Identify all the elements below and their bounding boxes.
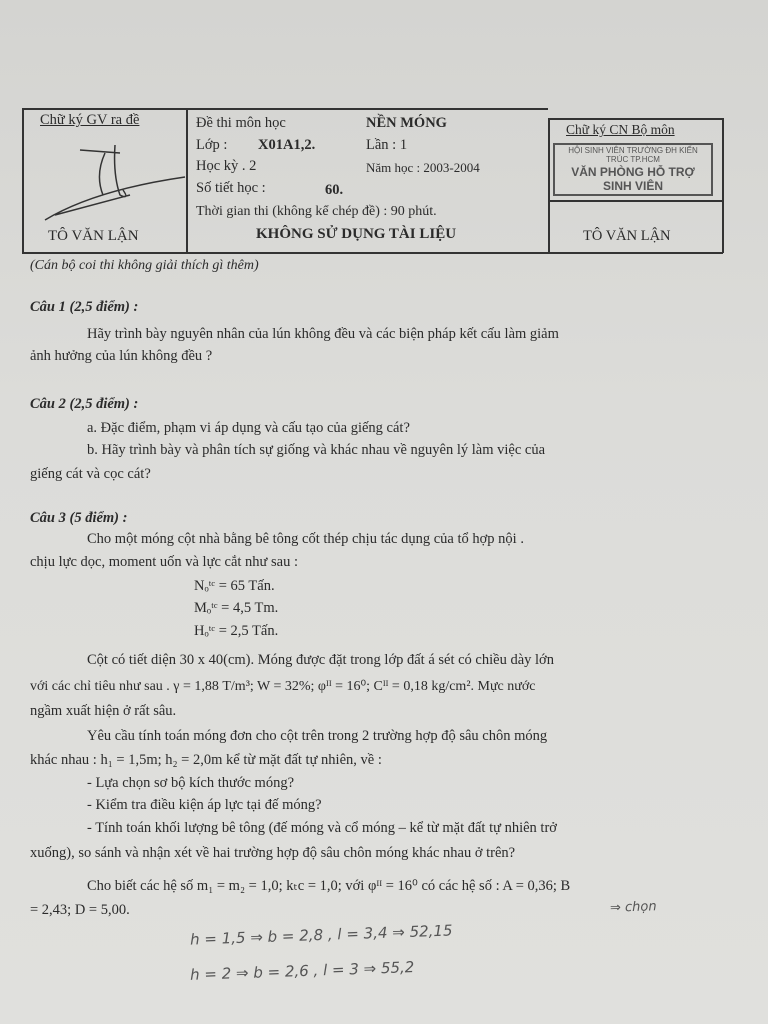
task-item: - Tính toán khối lượng bê tông (đế móng và cổ móng – kể từ mặt đất tự nhiên trở bbox=[87, 820, 557, 836]
question-2-title: Câu 2 (2,5 điểm) : bbox=[30, 396, 139, 412]
table-border bbox=[548, 118, 723, 120]
handwritten-note: ⇒ chọn bbox=[609, 899, 657, 916]
question-2-line: giếng cát và cọc cát? bbox=[30, 466, 151, 482]
question-1-line: ảnh hưởng của lún không đều ? bbox=[30, 348, 213, 364]
question-1-title: Câu 1 (2,5 điểm) : bbox=[30, 299, 139, 315]
semester: Học kỳ . 2 bbox=[196, 158, 257, 174]
signature-mark bbox=[35, 135, 190, 225]
class-value: X01A1,2. bbox=[258, 137, 316, 153]
handwritten-note: h = 2 ⇒ b = 2,6 , l = 3 ⇒ 55,2 bbox=[189, 958, 415, 984]
question-3-title: Câu 3 (5 điểm) : bbox=[30, 510, 128, 526]
stamp-line-1: HỘI SINH VIÊN TRƯỜNG ĐH KIẾN TRÚC TP.HCM bbox=[568, 146, 698, 164]
question-3-line: Cho biết các hệ số m₁ = m₂ = 1,0; kₜc = 1,0; với φᴵᴵ = 16⁰ có các hệ số : A = 0,36; B bbox=[87, 878, 571, 894]
subject-label: Đề thi môn học bbox=[196, 115, 286, 131]
proctor-note: (Cán bộ coi thi không giải thích gì thêm) bbox=[30, 258, 259, 273]
stamp-line-2: VĂN PHÒNG HỖ TRỢ SINH VIÊN bbox=[571, 165, 695, 193]
table-border bbox=[548, 118, 550, 253]
subject-name: NỀN MÓNG bbox=[366, 115, 447, 131]
table-border bbox=[722, 118, 724, 253]
handwritten-note: h = 1,5 ⇒ b = 2,8 , l = 3,4 ⇒ 52,15 bbox=[189, 921, 453, 949]
table-border bbox=[548, 200, 723, 202]
question-3-line: = 2,43; D = 5,00. bbox=[30, 902, 130, 918]
periods-value: 60. bbox=[325, 182, 344, 198]
question-1-line: Hãy trình bày nguyên nhân của lún không đều và các biện pháp kết cấu làm giảm bbox=[87, 326, 559, 342]
question-3-line: Yêu cầu tính toán móng đơn cho cột trên trong 2 trường hợp độ sâu chôn móng bbox=[87, 728, 548, 744]
school-year: Năm học : 2003-2004 bbox=[366, 160, 480, 175]
question-3-line: xuống), so sánh và nhận xét về hai trường hợp độ sâu chôn móng khác nhau ở trên? bbox=[30, 845, 516, 861]
office-stamp bbox=[553, 143, 713, 196]
question-3-line: khác nhau : h₁ = 1,5m; h₂ = 2,0m kể từ mặt đất tự nhiên, về : bbox=[30, 752, 382, 768]
no-materials-notice: KHÔNG SỬ DỤNG TÀI LIỆU bbox=[256, 226, 457, 242]
head-name: TÔ VĂN LẬN bbox=[583, 228, 671, 244]
question-2-line: a. Đặc điểm, phạm vi áp dụng và cấu tạo của giếng cát? bbox=[87, 420, 410, 436]
periods-label: Số tiết học : bbox=[196, 180, 266, 196]
teacher-signature-label: Chữ ký GV ra đề bbox=[40, 112, 140, 128]
question-3-line: Cho một móng cột nhà bằng bê tông cốt thép chịu tác dụng của tổ hợp nội . bbox=[87, 531, 524, 547]
question-2-line: b. Hãy trình bày và phân tích sự giống và khác nhau về nguyên lý làm việc của bbox=[87, 442, 546, 458]
class-label: Lớp : bbox=[196, 137, 228, 153]
question-3-line: chịu lực dọc, moment uốn và lực cắt như sau : bbox=[30, 554, 298, 570]
load-n: Nₒᵗᶜ = 65 Tấn. bbox=[194, 578, 275, 594]
teacher-name: TÔ VĂN LẬN bbox=[48, 228, 139, 244]
attempt: Lần : 1 bbox=[366, 137, 408, 153]
task-item: - Lựa chọn sơ bộ kích thước móng? bbox=[87, 775, 295, 791]
task-item: - Kiểm tra điều kiện áp lực tại đế móng? bbox=[87, 797, 322, 813]
load-h: Hₒᵗᶜ = 2,5 Tấn. bbox=[194, 623, 279, 639]
table-border bbox=[22, 108, 548, 110]
load-m: Mₒᵗᶜ = 4,5 Tm. bbox=[194, 600, 279, 616]
table-border bbox=[22, 108, 24, 253]
question-3-line: ngầm xuất hiện ở rất sâu. bbox=[30, 703, 177, 719]
exam-duration: Thời gian thi (không kể chép đề) : 90 phút. bbox=[196, 204, 437, 219]
question-3-line: Cột có tiết diện 30 x 40(cm). Móng được đặt trong lớp đất á sét có chiều dày lớn bbox=[87, 652, 554, 668]
question-3-line: với các chỉ tiêu như sau . γ = 1,88 T/m³; W = 32%; φᴵᴵ = 16⁰; Cᴵᴵ = 0,18 kg/cm². Mực nước bbox=[30, 679, 536, 694]
head-signature-label: Chữ ký CN Bộ môn bbox=[566, 122, 675, 137]
table-border bbox=[22, 252, 723, 254]
